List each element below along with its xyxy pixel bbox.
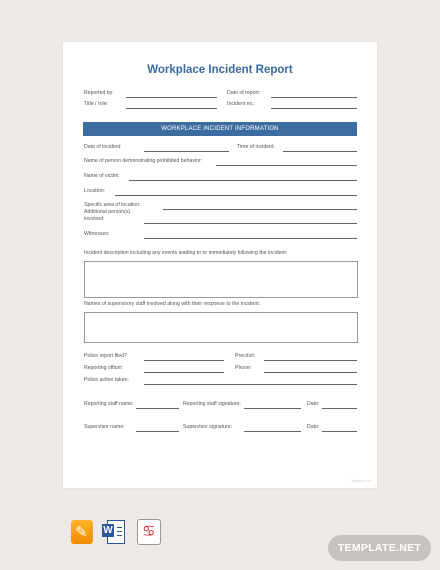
reporting-officer-field[interactable]	[144, 372, 224, 373]
location-field[interactable]	[115, 195, 357, 196]
police-action-taken-label: Police action taken:	[84, 377, 129, 383]
specific-area-field[interactable]	[163, 209, 357, 210]
reported-by-label: Reported by:	[84, 90, 114, 96]
pencil-icon: ✎	[75, 524, 88, 541]
witnesses-label: Witnesses:	[84, 231, 110, 237]
witnesses-field[interactable]	[144, 238, 357, 239]
phone-field[interactable]	[264, 372, 357, 373]
incident-no-label: Incident no.:	[227, 101, 256, 107]
form-page	[63, 42, 377, 488]
incident-description-label: Incident description including any events leading to or immediately following the incident:	[84, 250, 288, 256]
form-title: Workplace Incident Report	[147, 64, 293, 76]
date-label-1: Date:	[307, 401, 320, 407]
reporting-staff-name-field[interactable]	[136, 408, 179, 409]
reporting-staff-name-label: Reporting staff name:	[84, 401, 134, 407]
precinct-label: Precinct:	[235, 353, 256, 359]
incident-description-textarea[interactable]	[84, 261, 358, 298]
supervisory-staff-label: Names of supervisory staff involved along with their response to the incident:	[84, 301, 261, 307]
title-role-label: Title / role:	[84, 101, 109, 107]
name-prohibited-behavior-label: Name of person demonstrating prohibited behavior:	[84, 158, 203, 164]
name-of-victim-label: Name of victim:	[84, 173, 120, 179]
time-of-incident-label: Time of incident:	[237, 144, 275, 150]
supervisor-signature-field[interactable]	[244, 431, 301, 432]
reporting-officer-label: Reporting officer:	[84, 365, 124, 371]
time-of-incident-field[interactable]	[283, 151, 357, 152]
name-prohibited-behavior-field[interactable]	[216, 165, 357, 166]
pages-icon[interactable]	[71, 520, 93, 544]
date-field-2[interactable]	[322, 431, 357, 432]
date-of-report-label: Date of report:	[227, 90, 261, 96]
supervisor-name-field[interactable]	[136, 431, 179, 432]
supervisory-staff-textarea[interactable]	[84, 312, 358, 343]
date-of-report-field[interactable]	[271, 97, 357, 98]
supervisor-name-label: Supervisor name:	[84, 424, 125, 430]
brand-badge[interactable]: TEMPLATE.NET	[328, 535, 431, 561]
date-of-incident-field[interactable]	[144, 151, 229, 152]
reported-by-field[interactable]	[126, 97, 217, 98]
acrobat-icon: ♋	[142, 523, 156, 540]
police-report-filed-field[interactable]	[144, 360, 224, 361]
name-of-victim-field[interactable]	[129, 180, 357, 181]
date-field-1[interactable]	[322, 408, 357, 409]
date-label-2: Date:	[307, 424, 320, 430]
police-action-taken-field[interactable]	[144, 384, 357, 385]
reporting-staff-signature-label: Reporting staff signature:	[183, 401, 241, 407]
involved-label: involved:	[84, 216, 105, 222]
date-of-incident-label: Date of incident:	[84, 144, 122, 150]
precinct-field[interactable]	[264, 360, 357, 361]
location-label: Location:	[84, 188, 106, 194]
watermark: Template.net	[350, 479, 371, 483]
incident-no-field[interactable]	[271, 108, 357, 109]
additional-persons-field[interactable]	[144, 223, 357, 224]
word-letter: W	[103, 525, 113, 536]
section-header-incident-info: WORKPLACE INCIDENT INFORMATION	[83, 122, 357, 136]
supervisor-signature-label: Supervisor signature:	[183, 424, 233, 430]
phone-label: Phone:	[235, 365, 252, 371]
specific-area-label: Specific area of location:	[84, 202, 141, 208]
reporting-staff-signature-field[interactable]	[244, 408, 301, 409]
title-role-field[interactable]	[126, 108, 217, 109]
additional-persons-label: Additional person(s)	[84, 209, 131, 215]
word-icon[interactable]	[102, 519, 124, 543]
police-report-filed-label: Police report filed?	[84, 353, 127, 359]
pdf-icon[interactable]	[137, 519, 161, 545]
